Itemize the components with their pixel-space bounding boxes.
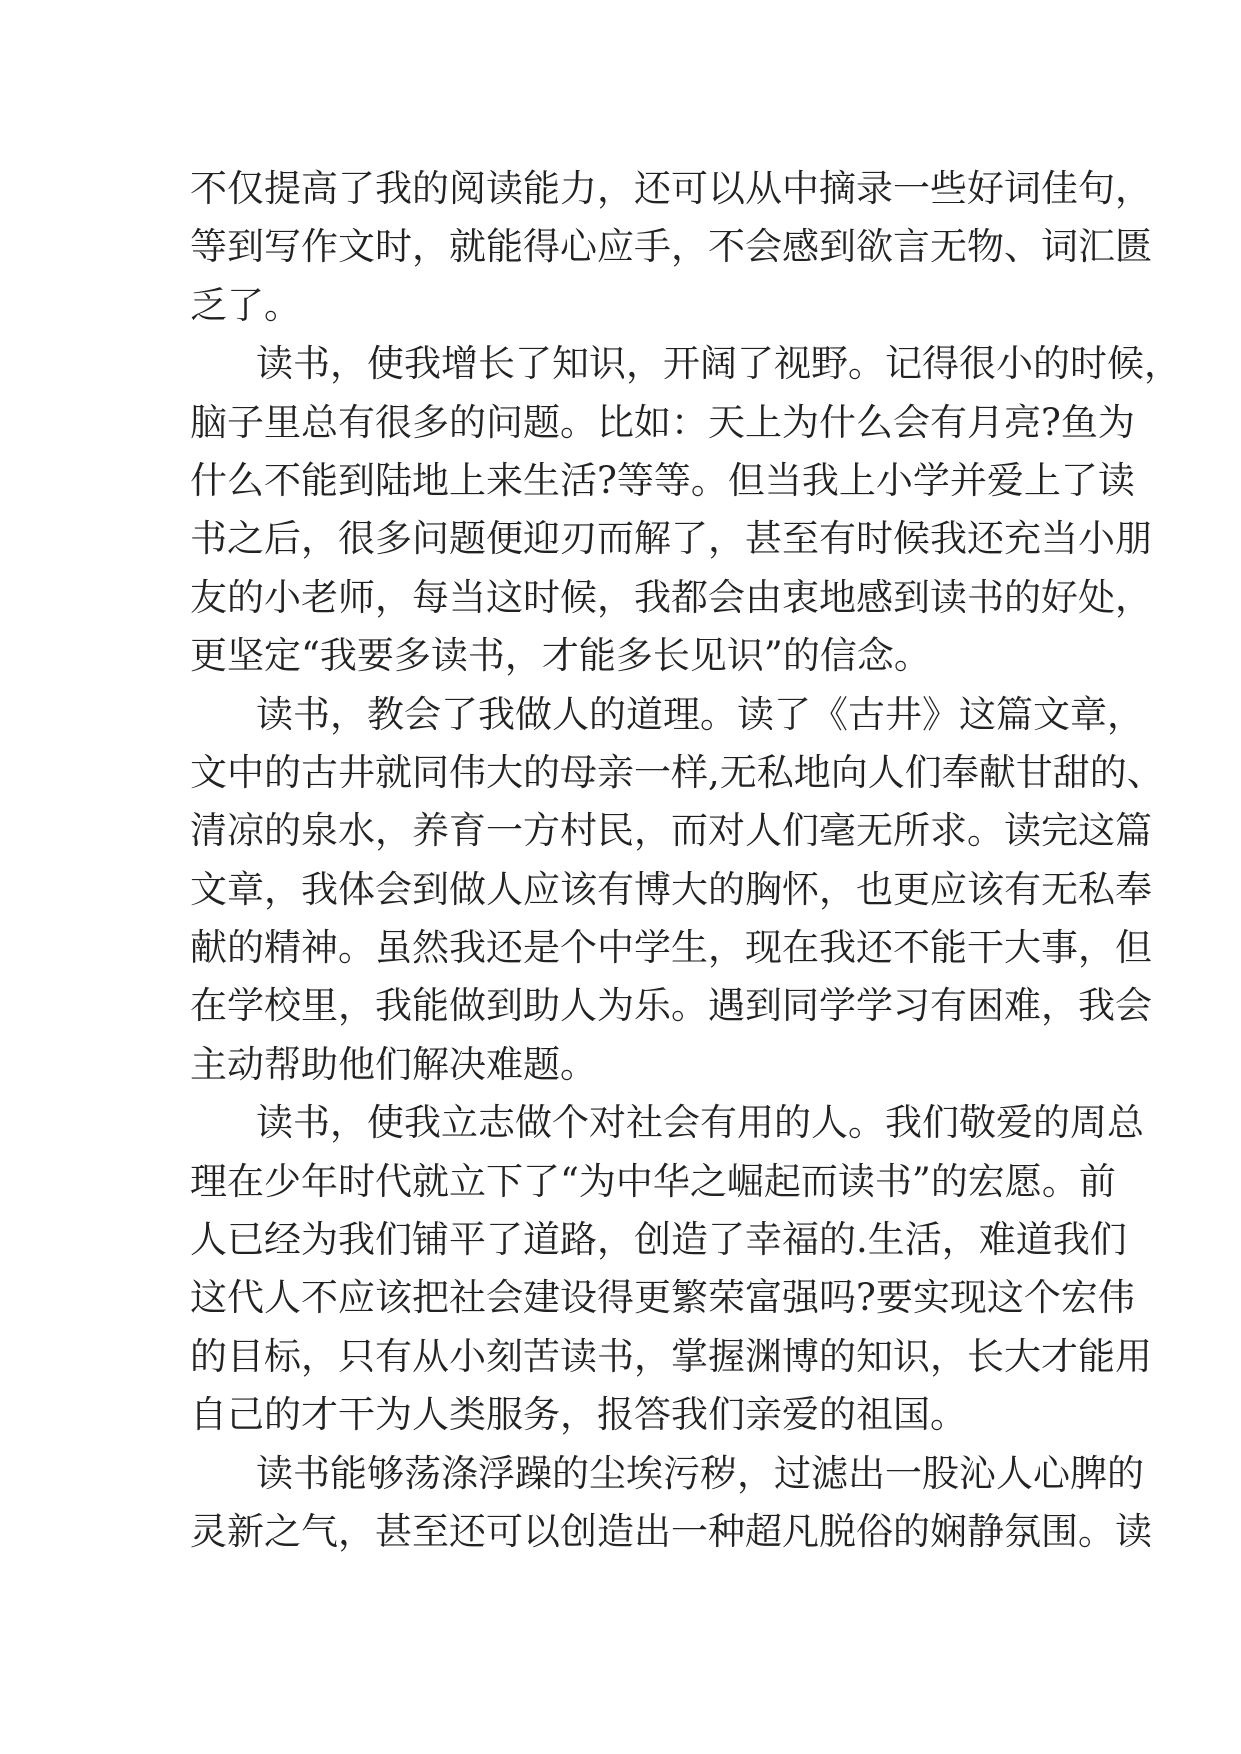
paragraph-first-line: 读书能够荡涤浮躁的尘埃污秽，过滤出一股沁人心脾的 [256, 1451, 1144, 1495]
text-line: 乏了。 [190, 283, 301, 327]
text-line: 脑子里总有很多的问题。比如：天上为什么会有月亮?鱼为 [190, 400, 1135, 444]
text-line: 这代人不应该把社会建设得更繁荣富强吗?要实现这个宏伟 [190, 1276, 1135, 1320]
text-line: 文中的古井就同伟大的母亲一样,无私地向人们奉献甘甜的、 [190, 750, 1164, 794]
text-line: 清凉的泉水，养育一方村民，而对人们毫无所求。读完这篇 [190, 809, 1152, 853]
text-line: 书之后，很多问题便迎刃而解了，甚至有时候我还充当小朋 [190, 517, 1152, 561]
text-line: 更坚定“我要多读书，才能多长见识”的信念。 [190, 634, 931, 678]
text-line: 献的精神。虽然我还是个中学生，现在我还不能干大事，但 [190, 926, 1152, 970]
text-line: 理在少年时代就立下了“为中华之崛起而读书”的宏愿。前 [190, 1159, 1116, 1203]
paragraph-first-line: 读书，教会了我做人的道理。读了《古井》这篇文章， [256, 692, 1144, 736]
text-line: 不仅提高了我的阅读能力，还可以从中摘录一些好词佳句， [190, 167, 1152, 210]
text-line: 灵新之气，甚至还可以创造出一种超凡脱俗的娴静氛围。读 [190, 1509, 1152, 1553]
document-body [190, 160, 1181, 1561]
text-line: 什么不能到陆地上来生活?等等。但当我上小学并爱上了读 [190, 458, 1135, 502]
text-line: 主动帮助他们解决难题。 [190, 1042, 597, 1086]
text-line: 文章，我体会到做人应该有博大的胸怀，也更应该有无私奉 [190, 867, 1152, 911]
text-line: 人已经为我们铺平了道路，创造了幸福的.生活，难道我们 [190, 1218, 1127, 1262]
text-line: 自己的才干为人类服务，报答我们亲爱的祖国。 [190, 1393, 967, 1437]
text-line: 的目标，只有从小刻苦读书，掌握渊博的知识，长大才能用 [190, 1334, 1152, 1378]
text-line: 等到写作文时，就能得心应手，不会感到欲言无物、词汇匮 [190, 225, 1152, 269]
text-line: 在学校里，我能做到助人为乐。遇到同学学习有困难，我会 [190, 984, 1152, 1028]
paragraph-first-line: 读书，使我立志做个对社会有用的人。我们敬爱的周总 [256, 1101, 1144, 1145]
text-line: 友的小老师，每当这时候，我都会由衷地感到读书的好处， [190, 575, 1152, 619]
paragraph-first-line: 读书，使我增长了知识，开阔了视野。记得很小的时候， [256, 342, 1181, 386]
